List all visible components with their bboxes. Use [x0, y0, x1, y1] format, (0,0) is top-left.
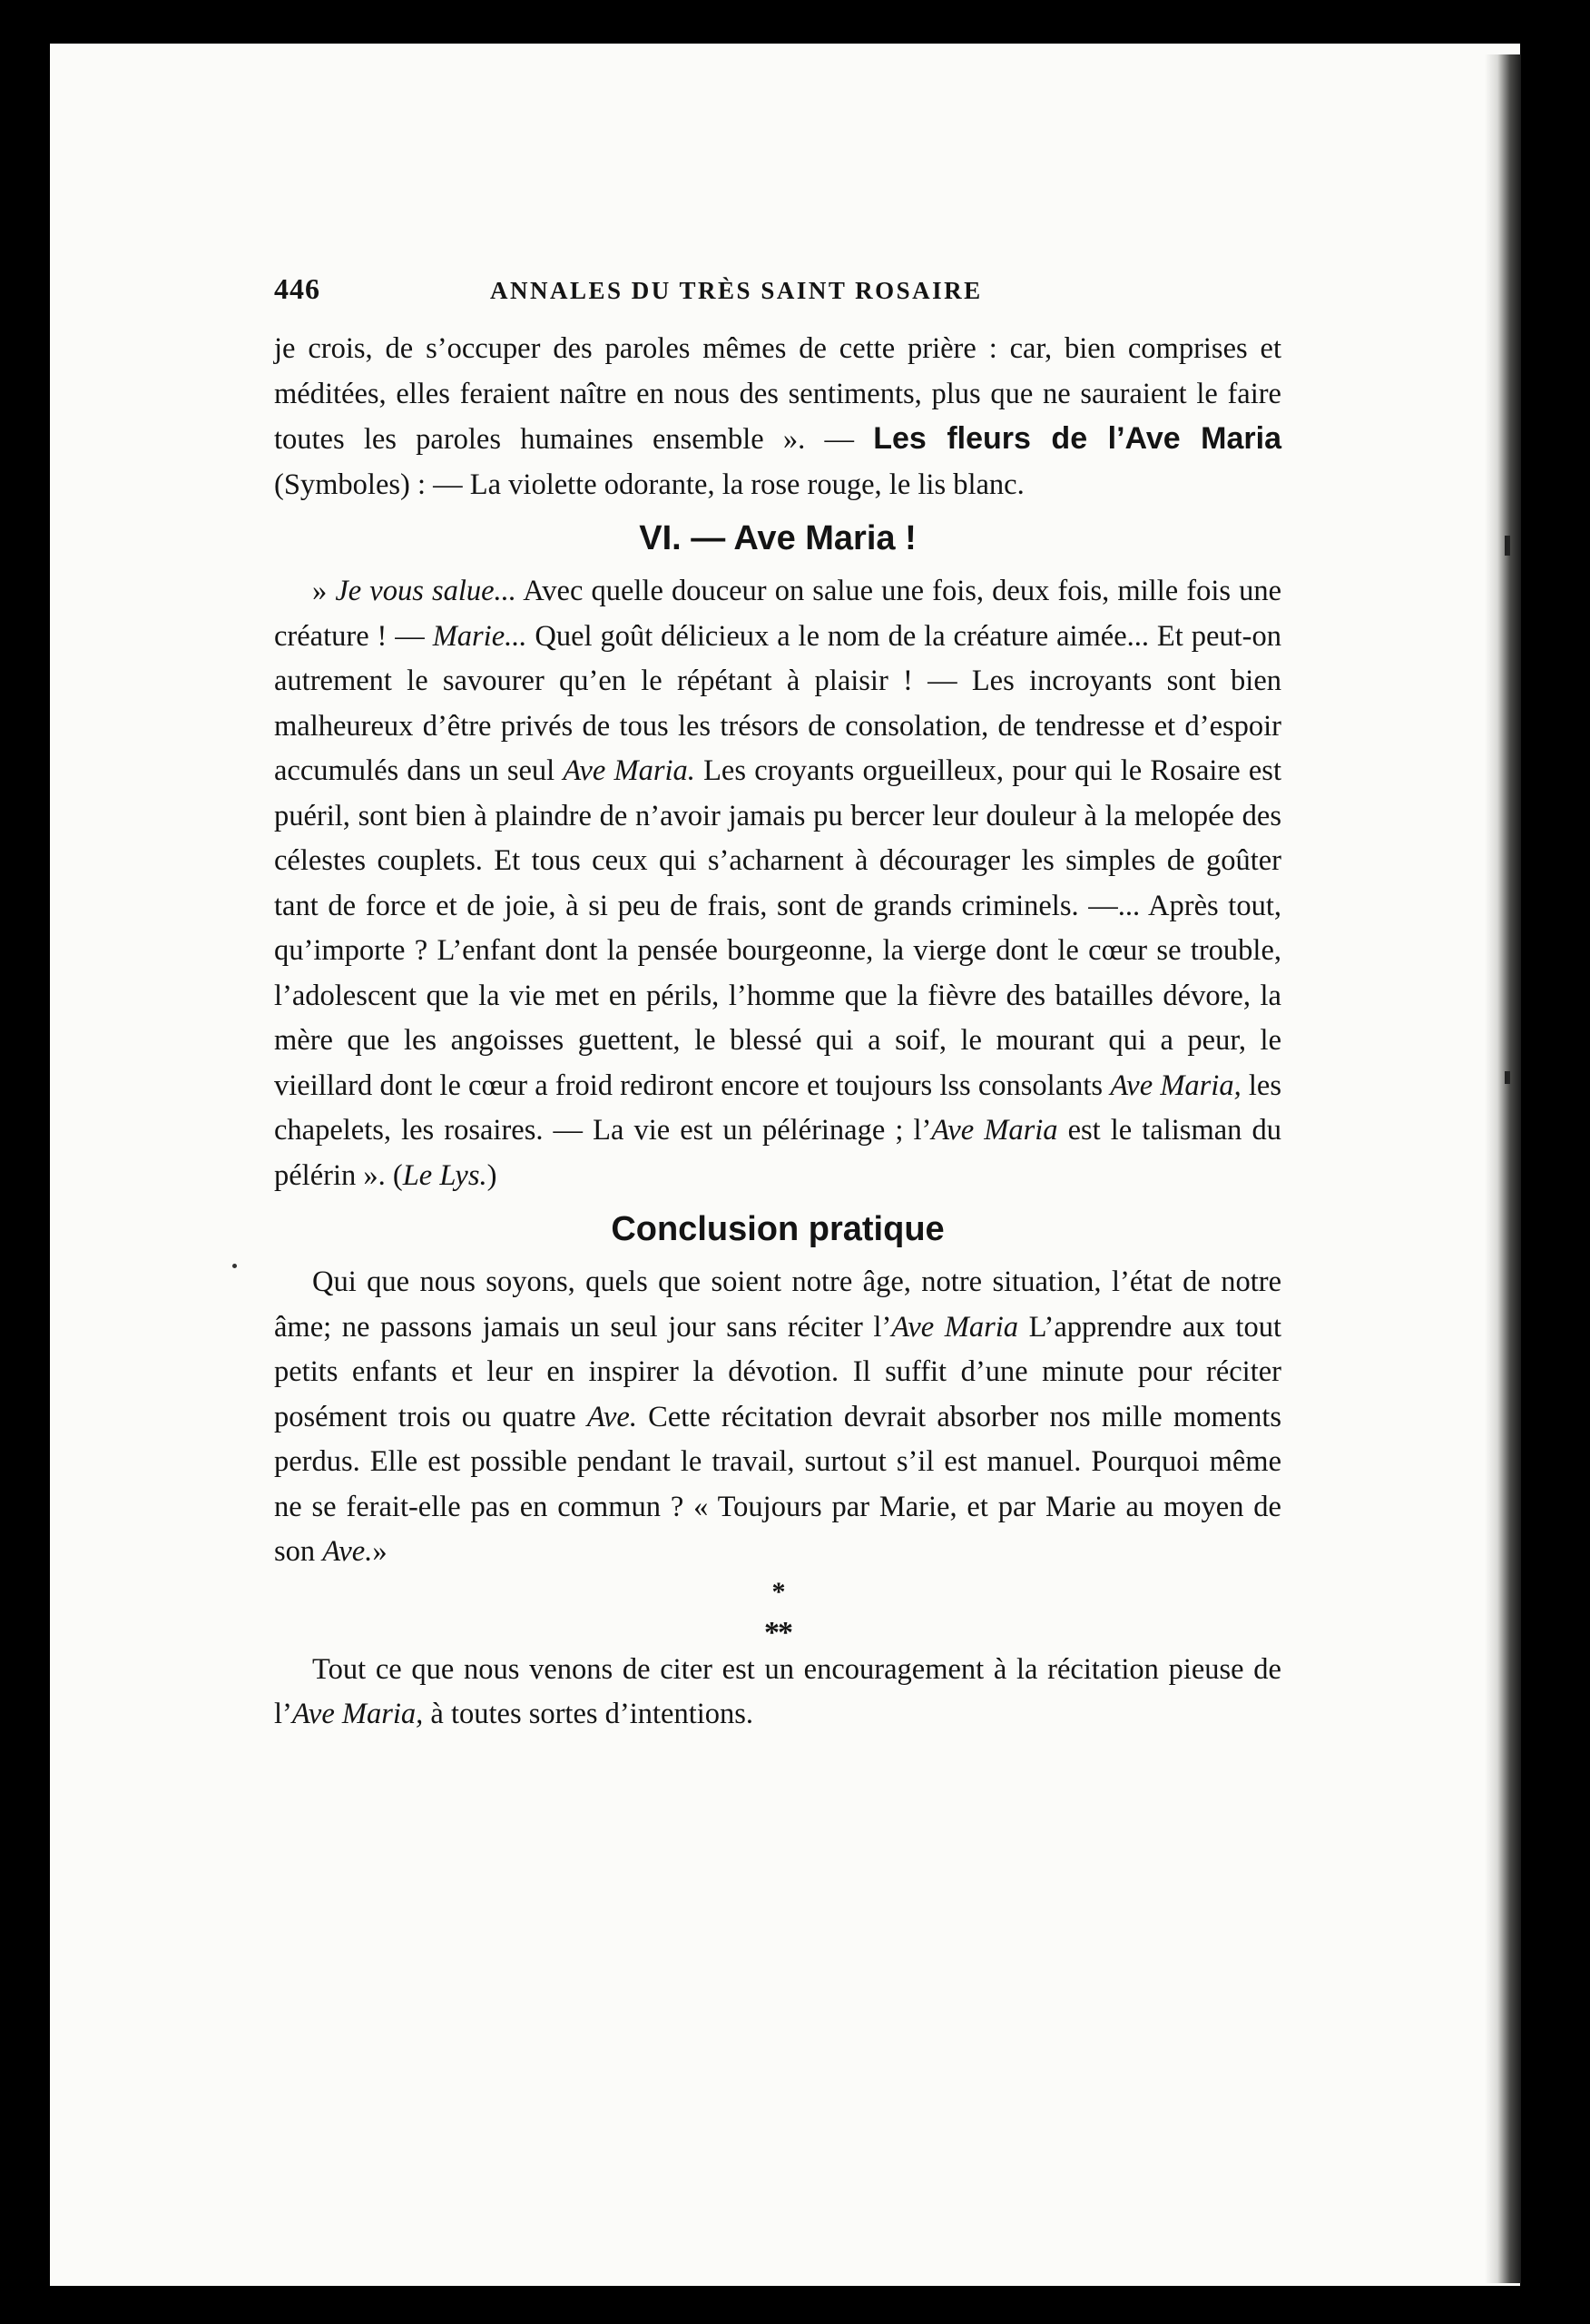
italic-text: Ave Maria,: [291, 1698, 424, 1730]
italic-text: Ave Maria: [891, 1310, 1019, 1344]
inline-heading: Les fleurs de l’Ave Maria: [873, 421, 1281, 456]
asterism-top: *: [771, 1576, 784, 1607]
asterism-bottom: **: [764, 1615, 791, 1649]
italic-text: Le Lys.: [402, 1158, 487, 1192]
paragraph-text: Tout ce que nous venons de citer est un encouragement à la récitation pieuse de l’: [274, 1652, 1281, 1730]
paragraph-text: Quel goût délicieux a le nom de la créature aimée... Et peut-on autrement le savourer qu’en le répétant à plaisir ! — Les incroyants sont bien malheureux d’être privés de tous les trésors de consolation, de tendresse et d’espoir accumulés dans un seul: [274, 619, 1282, 787]
page-gutter-shadow: [1485, 54, 1521, 2283]
paragraph-text: L’apprendre aux tout petits enfants et leur en inspirer la dévotion. Il suffit d’une minute pour réciter posément trois ou quatre: [274, 1310, 1281, 1433]
paragraph-text: Cette récitation devrait absorber nos mille moments perdus. Elle est possible pendant le travail, surtout s’il est manuel. Pourquoi même ne se ferait-elle pas en commun ? « Toujours par Marie, et par Marie au moyen de son: [274, 1400, 1281, 1568]
section-heading-conclusion: Conclusion pratique: [611, 1210, 945, 1248]
paragraph-text: est le talisman du pélérin ». (: [274, 1114, 1281, 1192]
italic-text: Ave Maria,: [1110, 1068, 1242, 1102]
paragraph-text: à toutes sortes d’intentions.: [423, 1698, 754, 1730]
italic-text: Ave Maria: [931, 1114, 1058, 1147]
paragraph-text: Avec quelle douceur on salue une fois, deux fois, mille fois une créature ! —: [274, 575, 1282, 653]
paragraph-conclusion: [274, 1260, 1281, 1575]
italic-text: Ave Maria.: [563, 754, 695, 787]
section-heading-ave-maria: VI. — Ave Maria !: [639, 519, 917, 557]
paragraph-text: »: [372, 1535, 388, 1568]
paragraph-text: Qui que nous soyons, quels que soient notre âge, notre situation, l’état de notre âme; ne passons jamais un seul jour sans réciter l’: [274, 1265, 1281, 1344]
margin-mark: [1505, 1071, 1510, 1084]
running-title: ANNALES DU TRÈS SAINT ROSAIRE: [490, 277, 983, 304]
page-text-block: [274, 272, 1281, 1738]
paragraph-intro: [274, 327, 1281, 507]
paragraph-text: les chapelets, les rosaires. — La vie est un pélérinage ; l’: [274, 1068, 1281, 1147]
page-number: 446: [274, 272, 320, 305]
italic-text: Je vous salue...: [335, 575, 516, 607]
paragraph-text: »: [312, 575, 336, 607]
margin-mark: [1505, 536, 1510, 556]
page-header: [274, 272, 1281, 327]
paragraph-text: je crois, de s’occuper des paroles mêmes de cette prière : car, bien comprises et méditées, elles feraient naître en nous des sentiments, plus que ne sauraient le faire toutes les paroles humaines ensemble ». —: [274, 332, 1281, 456]
paragraph-closing: [274, 1648, 1281, 1738]
italic-text: Ave.: [586, 1400, 637, 1433]
asterism-divider: [274, 1575, 1281, 1648]
paragraph-text: (Symboles) : — La violette odorante, la rose rouge, le lis blanc.: [274, 468, 1025, 501]
paragraph-quote: [274, 569, 1281, 1198]
stray-ink-mark: [232, 1264, 237, 1268]
paragraph-text: ): [486, 1158, 497, 1192]
paragraph-text: Les croyants orgueilleux, pour qui le Rosaire est puéril, sont bien à plaindre de n’avoir jamais pu bercer leur douleur à la melopée des célestes couplets. Et tous ceux qui s’acharnent à décourager les simples de goûter tant de force et de joie, à si peu de frais, sont de grands criminels. —... Après tout, qu’importe ? L’enfant dont la pensée bourgeonne, la vierge dont le cœur se trouble, l’adolescent que la vie met en périls, l’homme que la fièvre des batailles dévore, la mère que les angoisses guettent, le blessé qui a soif, le mourant qui a peur, le vieillard dont le cœur a froid rediront encore et toujours lss consolants: [274, 754, 1281, 1102]
italic-text: Ave.: [322, 1535, 373, 1568]
italic-text: Marie...: [432, 619, 527, 653]
